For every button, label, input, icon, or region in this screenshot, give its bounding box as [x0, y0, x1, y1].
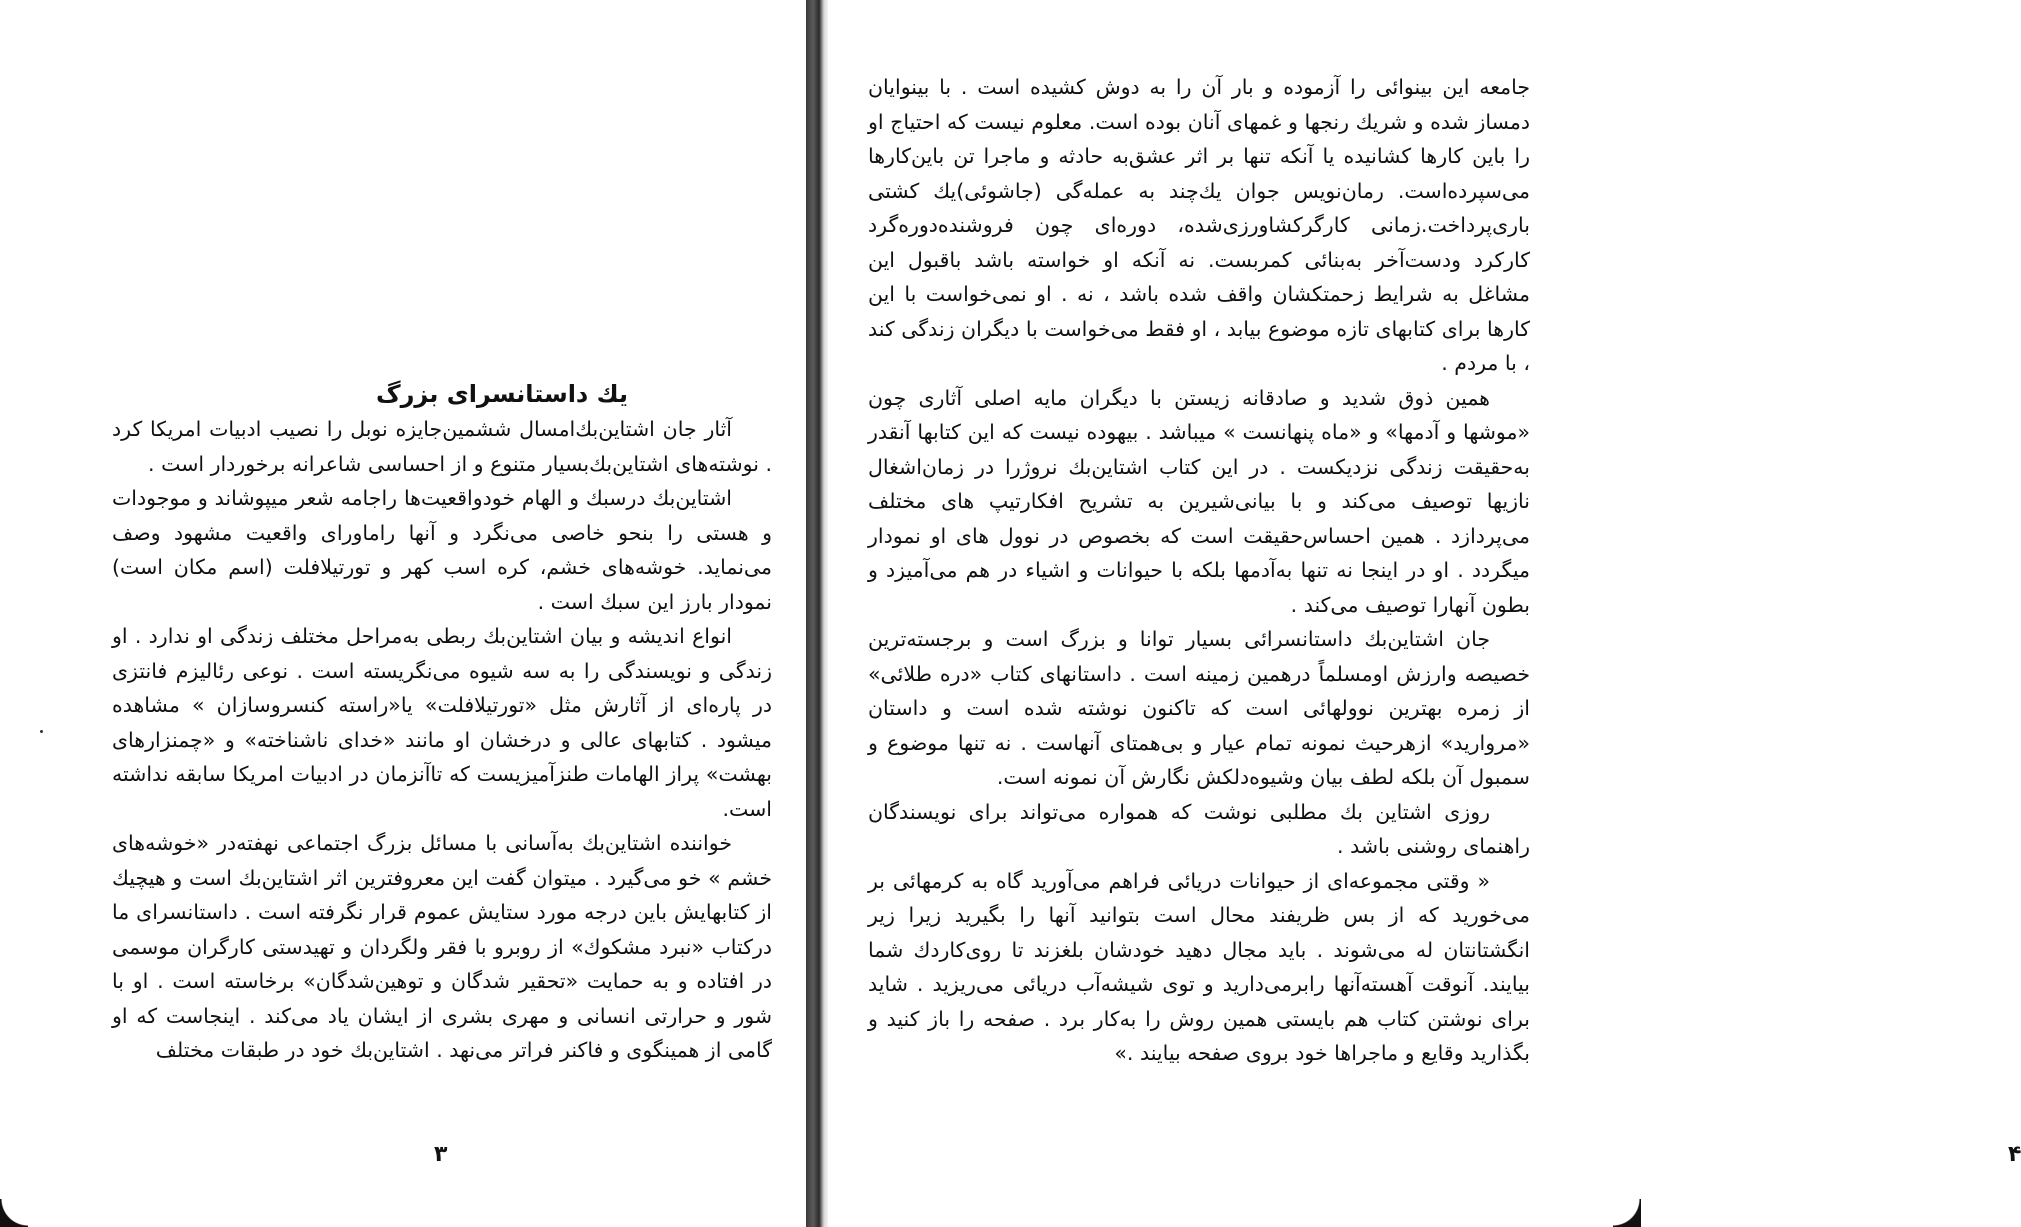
left-paragraph-1: آثار جان اشتاین‌بك‌امسال ششمین‌جایزه نوبل را نصیب ادبیات امریکا کرد . نوشته‌های اشتاین‌بك‌بسیار متنوع و از احساسی شاعرانه برخوردار است .	[112, 417, 772, 476]
right-paragraph-5: « وقتی مجموعه‌ای از حیوانات دریائی فراهم می‌آورید گاه به کرمهائی بر می‌خورید که از بس ظریفند محال است بتوانید آنها را بگیرید زیرا زیر انگشتانتان له می‌شوند . باید مجال دهید خودشان بلغزند تا روی‌کاردك شما بیایند. آنوقت آهسته‌آنها رابرمی‌دارید و توی شیشه‌آب دریائی می‌ریزید . شاید برای نوشتن کتاب هم بایستی همین روش را به‌کار برد . صفحه را باز کنید و بگذارید وقایع و ماجراها خود بروی صفحه بیایند .»	[868, 868, 1530, 1065]
right-page-number: ۴	[2008, 1142, 2021, 1167]
page-corner-shadow-right	[1613, 1199, 1641, 1227]
right-paragraph-3: جان اشتاین‌بك داستانسرائی بسیار توانا و بزرگ است و برجسته‌ترین خصیصه وارزش اومسلماً درهمین زمینه است . داستانهای کتاب «دره طلائی» از زمره بهترین نوولهائی است که تاکنون نوشته شده است و داستان «مروارید» ازهرحیث نمونه تمام عیار و بی‌همتای آنهاست . نه تنها موضوع و سمبول آن بلکه لطف بیان وشیوه‌دلکش نگارش آن نمونه است.	[868, 627, 1530, 789]
right-paragraph-2: همین ذوق شدید و صادقانه زیستن با دیگران مایه اصلی آثاری چون «موشها و آدمها» و «ماه پنهانست » میباشد . بیهوده نیست که این کتابها آنقدر به‌حقیقت زندگی نزدیکست . در این کتاب اشتاین‌بك نروژرا در زمان‌اشغال نازیها توصیف می‌کند و با بیانی‌شیرین به تشریح افکارتیپ‌ های مختلف می‌پردازد . همین احساس‌حقیقت است که بخصوص در نوول‌ های او نمودار میگردد . او در اینجا نه تنها به‌آدمها بلکه با حیوانات و اشیاء در هم می‌آمیزد و بطون آنهارا توصیف می‌کند .	[868, 385, 1530, 617]
page-corner-shadow-left	[0, 1199, 28, 1227]
left-page-number: ۳	[434, 1142, 448, 1167]
right-paragraph-4: روزی اشتاین بك مطلبی نوشت که همواره می‌تواند برای نویسندگان راهنمای روشنی باشد .	[868, 799, 1530, 858]
right-page-body	[868, 70, 1530, 1071]
left-paragraph-3: انواع اندیشه و بیان اشتاین‌بك ربطی به‌مراحل مختلف زندگی او ندارد . او زندگی و نویسندگی را به سه شیوه می‌نگریسته است . نوعی رئالیزم فانتزی در پاره‌ای از آثارش مثل «تورتیلافلت» یا«راسته کنسروسازان » مشاهده میشود . کتابهای عالی و درخشان او مانند «خدای ناشناخته» و «چمنزارهای بهشت» پراز الهامات طنزآمیزیست که تاآنزمان در ادبیات امریکا سابقه نداشته است.	[112, 624, 772, 821]
scan-speck	[40, 730, 43, 733]
left-paragraph-2: اشتاین‌بك درسبك و الهام خودواقعیت‌ها راجامه شعر میپوشاند و موجودات و هستی را بنحو خاصی می‌نگرد و آنها راماورای واقعیت مشهود وصف می‌نماید. خوشه‌های خشم، کره اسب کهر و تورتیلافلت (اسم مکان است) نمودار بارز این سبك است .	[112, 486, 772, 614]
right-paragraph-1: جامعه این بینوائی را آزموده و بار آن را به دوش کشیده است . با بینوایان دمساز شده و شریك رنجها و غمهای آنان بوده است. معلوم نیست که احتیاج او را باین کارها کشانیده یا آنکه تنها بر اثر عشق‌به حادثه و ماجرا تن باین‌کارها می‌سپرده‌است. رمان‌نویس جوان یك‌چند به عمله‌گی (جاشوئی)یك کشتی باری‌پرداخت.زمانی کارگرکشاورزی‌شده، دوره‌ای چون فروشنده‌دوره‌گرد کارکرد ودست‌آخر به‌بنائی کمربست. نه آنکه او خواسته باشد باقبول این مشاغل به شرایط زحمتکشان واقف شده باشد ، نه . او نمی‌خواست با این کارها برای کتابهای تازه موضوع بیابد ، او فقط می‌خواست با دیگران زندگی کند ، با مردم .	[868, 75, 1530, 375]
left-page-body	[112, 412, 772, 1068]
left-paragraph-4: خواننده اشتاین‌بك به‌آسانی با مسائل بزرگ اجتماعی نهفته‌در «خوشه‌های خشم » خو می‌گیرد . میتوان گفت این معروفترین اثر اشتاین‌بك است و هیچیك از کتابهایش باین درجه مورد ستایش عموم قرار نگرفته است . داستانسرای ما درکتاب «نبرد مشکوك» از روبرو با فقر ولگردان و تهیدستی کارگران موسمی در افتاده و به حمایت «تحقیر شدگان و توهین‌شدگان» برخاسته است . او با شور و حرارتی انسانی و مهری بشری از ایشان یاد می‌کند . اینجاست که او گامی از همینگوی و فاکنر فراتر می‌نهد . اشتاین‌بك خود در طبقات مختلف	[112, 831, 772, 1062]
left-page	[0, 0, 808, 1227]
book-gutter	[806, 0, 830, 1227]
chapter-heading: یك داستانسرای بزرگ	[376, 380, 628, 408]
